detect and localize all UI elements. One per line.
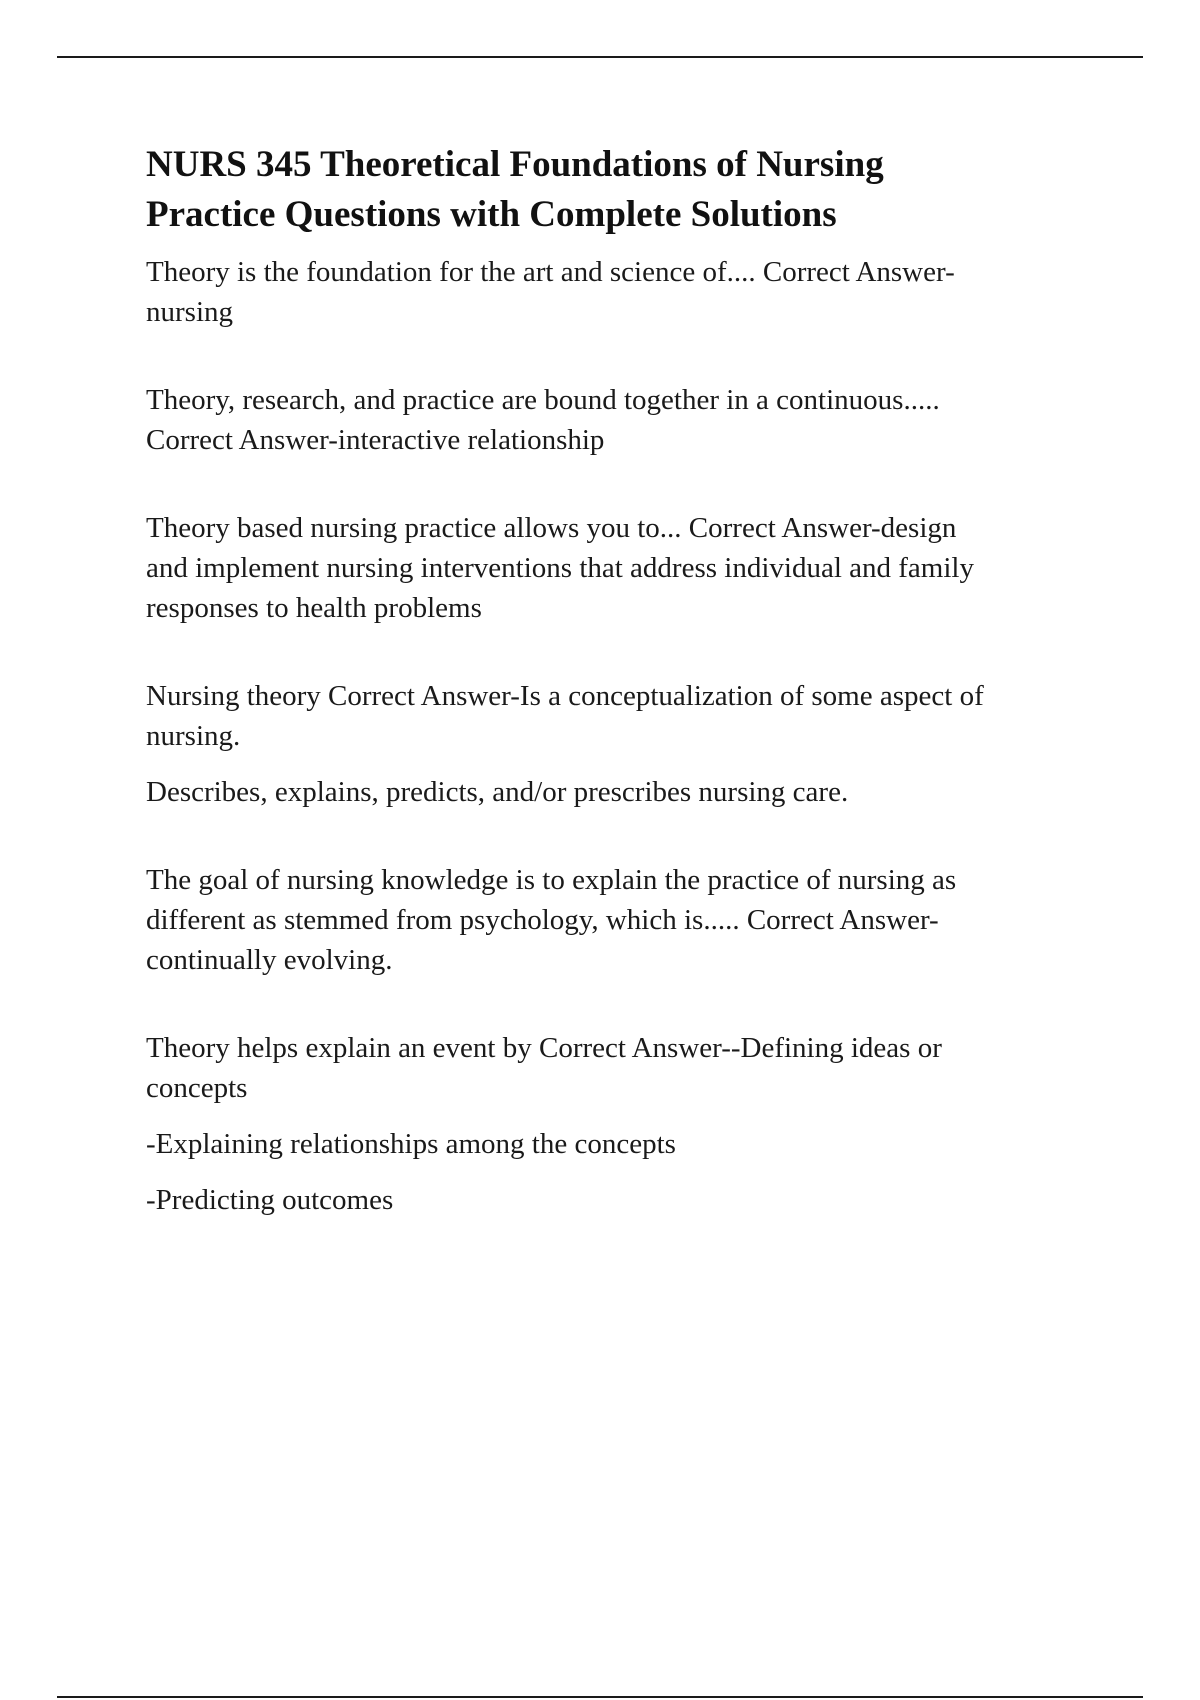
text-line: -Predicting outcomes <box>146 1184 394 1216</box>
top-rule <box>57 56 1143 58</box>
qa-item <box>146 860 1096 980</box>
text-line: different as stemmed from psychology, which is..... Correct Answer- <box>146 904 939 936</box>
text-line: Nursing theory Correct Answer-Is a conceptualization of some aspect of <box>146 680 984 712</box>
text-line: -Explaining relationships among the concepts <box>146 1128 676 1160</box>
text-line: responses to health problems <box>146 592 482 624</box>
title-line-2: Practice Questions with Complete Solutions <box>146 194 837 235</box>
text-line: and implement nursing interventions that address individual and family <box>146 552 974 584</box>
qa-item <box>146 380 1096 460</box>
qa-paragraph <box>146 676 1096 756</box>
qa-paragraph <box>146 860 1096 980</box>
document-title <box>146 140 1096 240</box>
qa-item <box>146 252 1096 332</box>
qa-paragraph <box>146 772 1096 812</box>
text-line: Theory based nursing practice allows you to... Correct Answer-design <box>146 512 957 544</box>
text-line: Describes, explains, predicts, and/or prescribes nursing care. <box>146 776 849 808</box>
qa-paragraph <box>146 252 1096 332</box>
text-line: continually evolving. <box>146 944 393 976</box>
qa-item <box>146 676 1096 812</box>
text-line: Correct Answer-interactive relationship <box>146 424 605 456</box>
text-line: Theory is the foundation for the art and science of.... Correct Answer- <box>146 256 955 288</box>
qa-item <box>146 508 1096 628</box>
title-line-1: NURS 345 Theoretical Foundations of Nursing <box>146 144 884 185</box>
qa-list <box>146 252 1096 1220</box>
text-line: Theory helps explain an event by Correct Answer--Defining ideas or <box>146 1032 942 1064</box>
text-line: nursing <box>146 296 233 328</box>
qa-paragraph <box>146 1028 1096 1108</box>
qa-paragraph <box>146 380 1096 460</box>
qa-paragraph <box>146 508 1096 628</box>
text-line: concepts <box>146 1072 248 1104</box>
text-line: The goal of nursing knowledge is to explain the practice of nursing as <box>146 864 957 896</box>
text-line: Theory, research, and practice are bound together in a continuous..... <box>146 384 940 416</box>
qa-paragraph <box>146 1180 1096 1220</box>
qa-item <box>146 1028 1096 1220</box>
document-body <box>146 140 1096 1220</box>
bottom-rule <box>57 1696 1143 1698</box>
qa-paragraph <box>146 1124 1096 1164</box>
text-line: nursing. <box>146 720 241 752</box>
